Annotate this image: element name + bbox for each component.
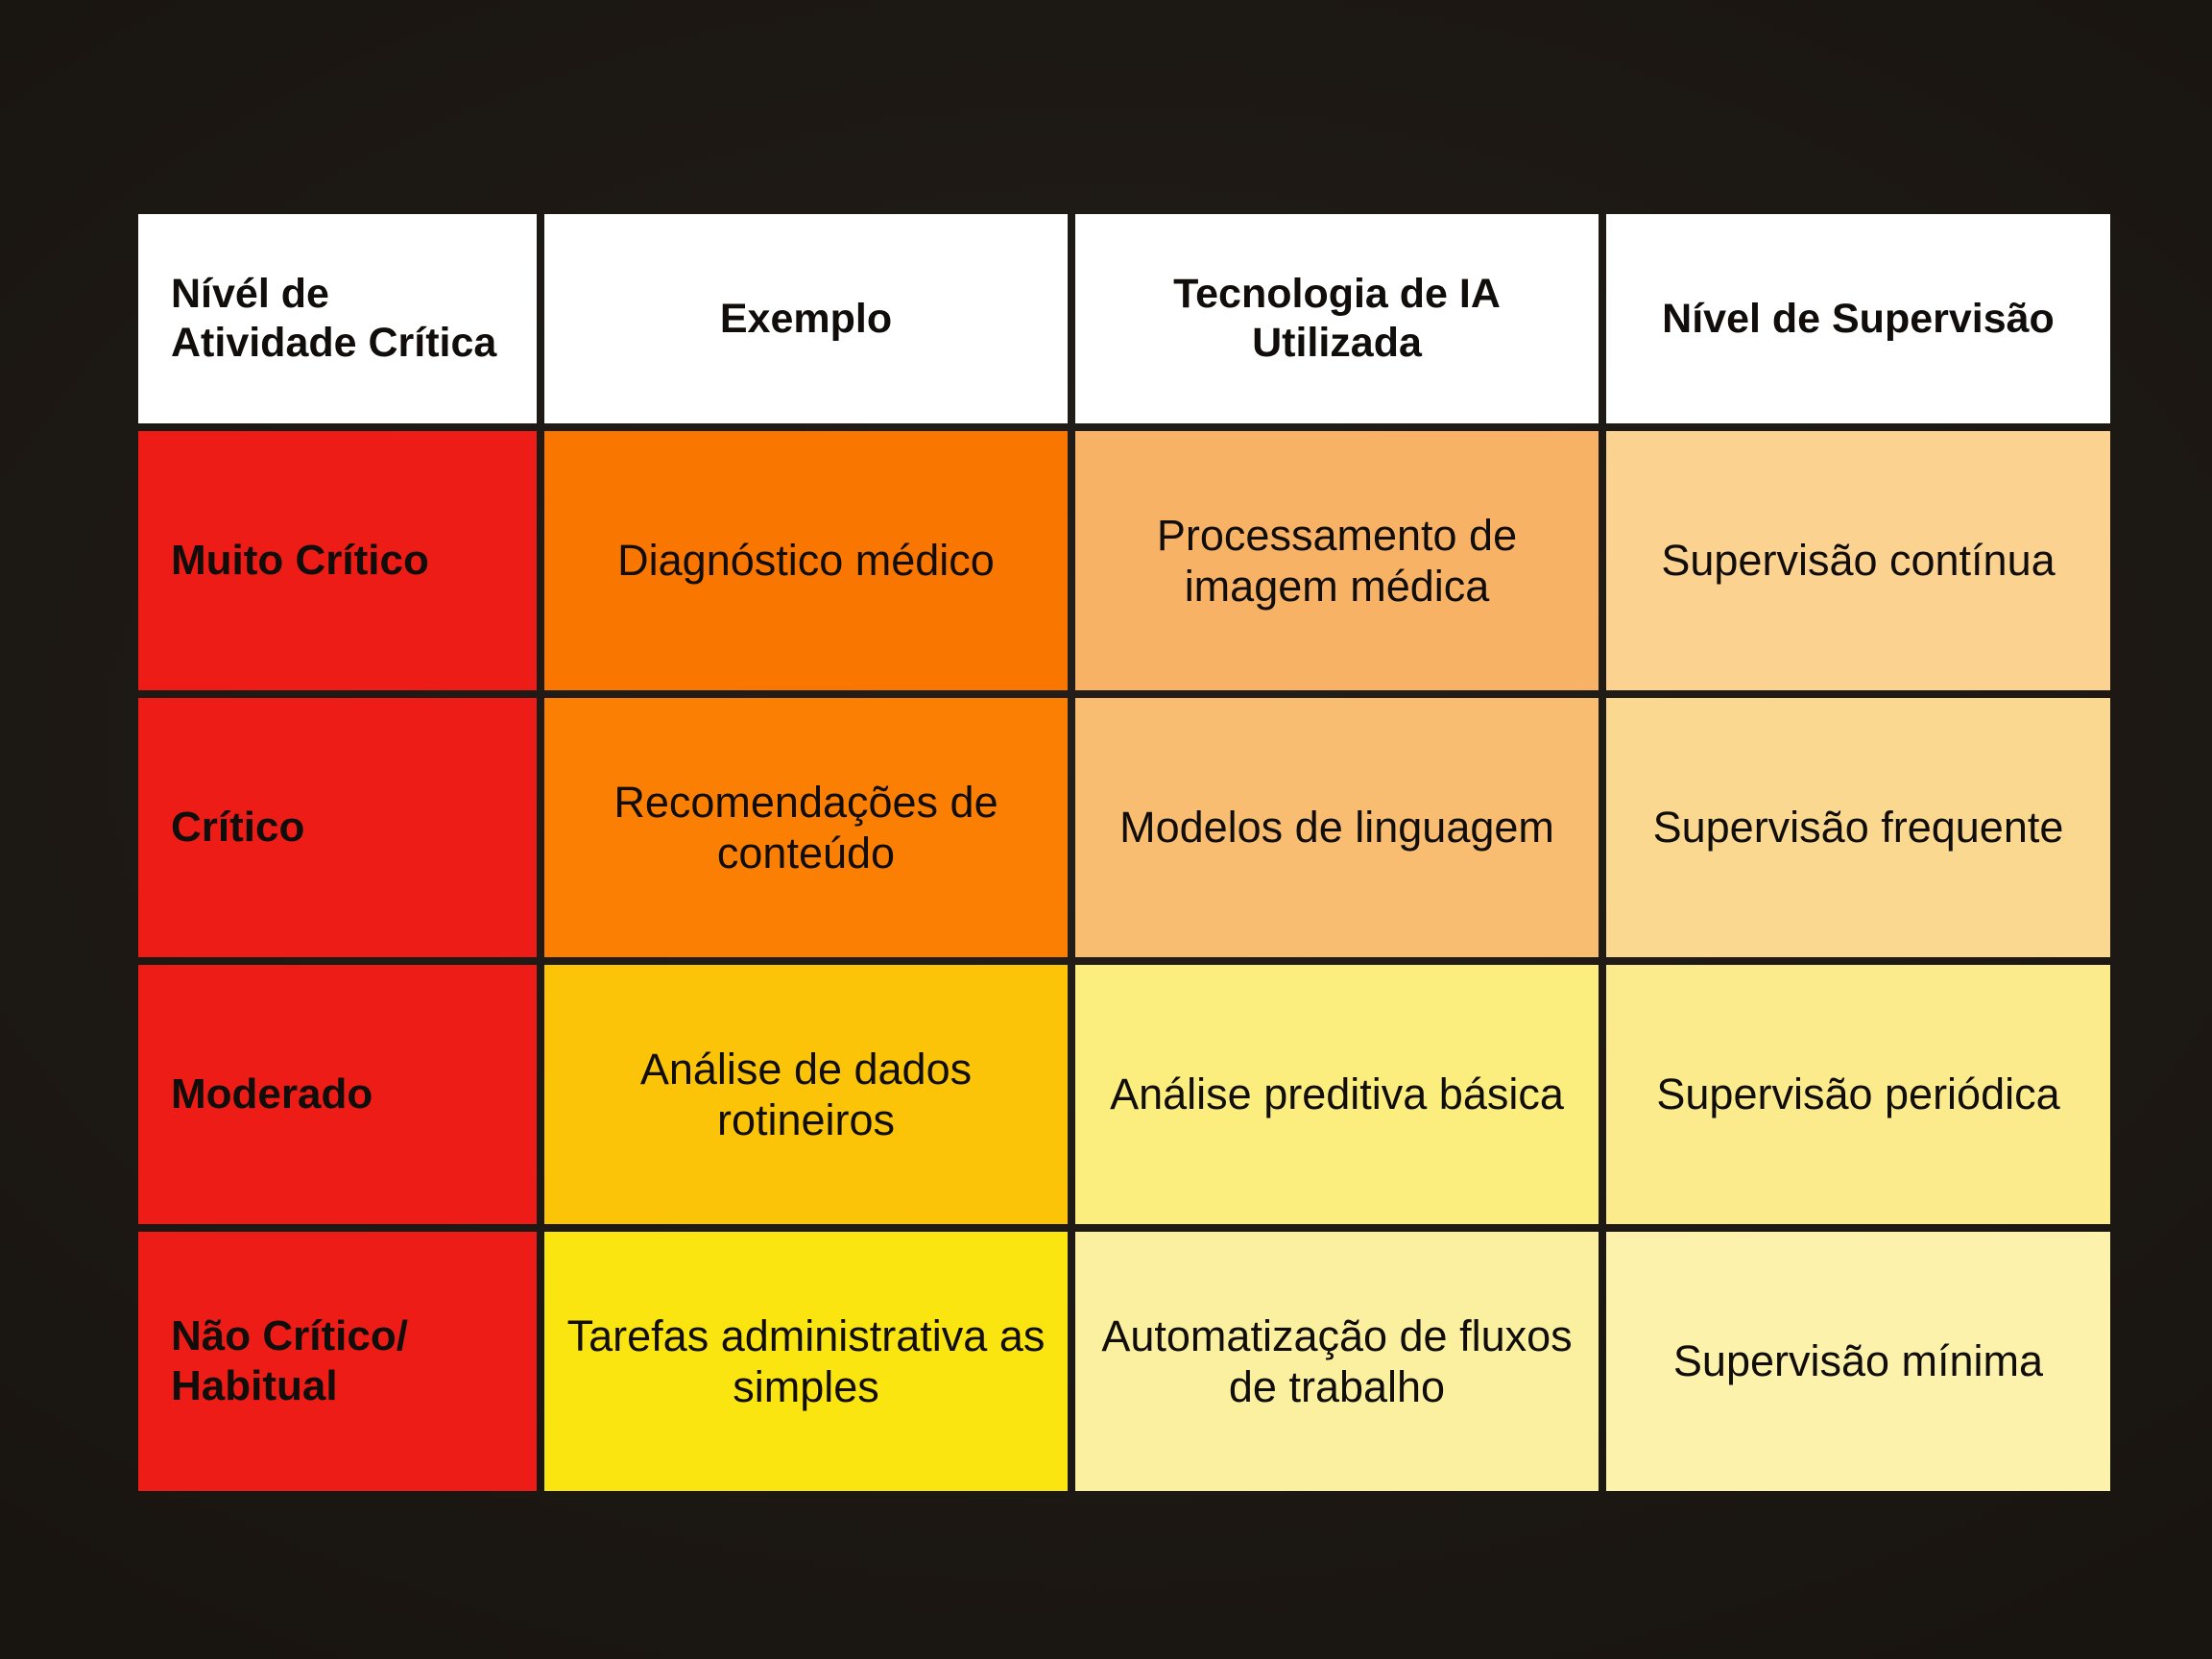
header-row xyxy=(138,214,2110,423)
cell-example: Recomendações de conteúdo xyxy=(544,698,1068,957)
cell-level: Não Crítico/ Habitual xyxy=(138,1232,537,1491)
cell-supervision: Supervisão frequente xyxy=(1606,698,2110,957)
column-header-criticality: Nívél de Atividade Crítica xyxy=(138,214,537,423)
cell-level: Muito Crítico xyxy=(138,431,537,690)
cell-supervision: Supervisão mínima xyxy=(1606,1232,2110,1491)
table-row xyxy=(138,1232,2110,1491)
table-body xyxy=(138,431,2110,1491)
cell-technology: Modelos de linguagem xyxy=(1075,698,1599,957)
cell-example: Análise de dados rotineiros xyxy=(544,965,1068,1224)
cell-supervision: Supervisão periódica xyxy=(1606,965,2110,1224)
cell-example: Diagnóstico médico xyxy=(544,431,1068,690)
column-header-technology: Tecnologia de IA Utilizada xyxy=(1075,214,1599,423)
cell-technology: Análise preditiva básica xyxy=(1075,965,1599,1224)
table-header xyxy=(138,214,2110,423)
cell-supervision: Supervisão contínua xyxy=(1606,431,2110,690)
table-row xyxy=(138,698,2110,957)
criticality-matrix xyxy=(131,206,2080,1455)
column-header-example: Exemplo xyxy=(544,214,1068,423)
table-row xyxy=(138,965,2110,1224)
criticality-table xyxy=(131,206,2118,1499)
cell-level: Moderado xyxy=(138,965,537,1224)
cell-technology: Processamento de imagem médica xyxy=(1075,431,1599,690)
table-row xyxy=(138,431,2110,690)
cell-example: Tarefas administrativa as simples xyxy=(544,1232,1068,1491)
column-header-supervision: Nível de Supervisão xyxy=(1606,214,2110,423)
cell-technology: Automatização de fluxos de trabalho xyxy=(1075,1232,1599,1491)
cell-level: Crítico xyxy=(138,698,537,957)
